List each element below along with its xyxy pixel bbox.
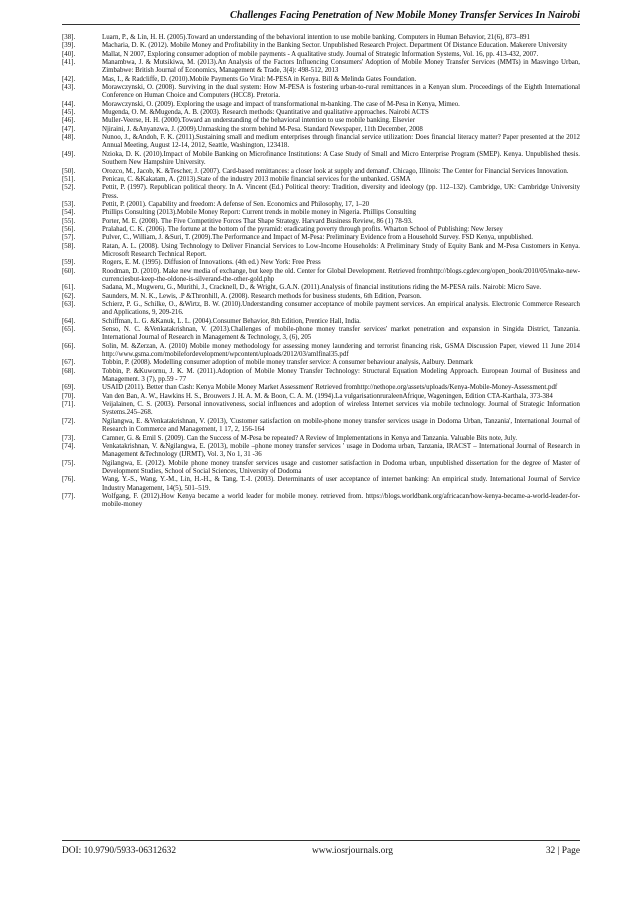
reference-item (62, 318, 580, 326)
reference-text: Solin, M. &Zerzan, A. (2010) Mobile money methodology for assessing money laundering and terrorist financing risk, GSMA Discussion Paper, viewed 11 June 2014 http://www.gsma.com/mobilefordevelopment/wpcontent/uploads/2012/03/amlfinal35.pdf (102, 342, 580, 359)
reference-number: [71]. (62, 401, 76, 409)
reference-text: Penicau, C. &Kakatam, A. (2013).State of the industry 2013 mobile financial services for the unbanked. GSMA (102, 175, 411, 183)
reference-number: [39]. (62, 42, 76, 50)
reference-number: [38]. (62, 34, 76, 41)
footer-divider (62, 840, 580, 841)
reference-item (62, 301, 580, 318)
reference-text: Porter, M. E. (2008). The Five Competitive Forces That Shape Strategy. Harvard Business Review, 86 (1) 78-93. (102, 217, 413, 225)
reference-number: [43]. (62, 84, 76, 92)
reference-number: [55]. (62, 217, 76, 225)
reference-item (62, 126, 580, 134)
reference-number: [54]. (62, 209, 76, 217)
reference-text: Mallat, N 2007, Exploring consumer adoption of mobile payments - A qualitative study. Journal of Strategic Information Systems, Vol. 16, pp. 413-432, 2007. (102, 50, 539, 58)
reference-number: [67]. (62, 359, 76, 367)
reference-text: Nunoo, J., &Andoh, F. K. (2011).Sustaining small and medium enterprises through financial service utilization: Does financial literacy matter? Paper presented at the 2012 Annual Meeting, August 12-14, 2012, Seattle, Washington, 123418. (102, 134, 580, 150)
reference-text: Veijalainen, C. S. (2003). Personal innovativeness, social influences and adoption of wireless Internet services via mobile technology. Journal of Strategic Information Systems.245–268. (102, 401, 580, 417)
reference-item (62, 109, 580, 117)
reference-item (62, 343, 580, 360)
reference-number: [68]. (62, 367, 76, 375)
reference-text: Phillips Consulting (2013).Mobile Money Report: Current trends in mobile money in Nigeria. Phillips Consulting (102, 209, 417, 217)
reference-number: [57]. (62, 234, 76, 242)
reference-number: [63]. (62, 301, 76, 308)
reference-number: [60]. (62, 267, 76, 275)
reference-item (62, 134, 580, 151)
reference-text: Njiraini, J. &Anyanzwa, J. (2009).Unmasking the storm behind M-Pesa. Standard Newspaper, 11th December, 2008 (102, 125, 423, 133)
reference-number: [61]. (62, 284, 76, 292)
reference-text: Pulver, C., William, J. &Suri, T. (2009).The Performance and Impact of M-Pesa: Preliminary Evidence from a Household Survey. FSD Kenya, unpublished. (102, 234, 533, 242)
reference-item (62, 418, 580, 435)
reference-text: Senso, N. C. &Venkatakrishnan, V. (2013).Challenges of mobile-phone money transfer services' market penetration and expansion in Singida District, Tanzania. International Journal of Research in Management & Technology, 3, (6), 205 (102, 326, 580, 342)
reference-list (62, 34, 580, 510)
reference-text: Manambwa, J. & Mutsikiwa, M. (2013).An Analysis of the Factors Influencing Consumers' Adoption of Mobile Money Transfer Services (MMTs) in Masvingo Urban, Zimbabwe: British Journal of Economics, Management & Trade, 3(4): 498-512, 2013 (102, 59, 580, 75)
reference-item (62, 243, 580, 260)
reference-text: Roodman, D. (2010). Make new media of exchange, but keep the old. Center for Global Development. Retrieved fromhttp://blogs.cgdev.org/open_book/2010/05/make-new-currenciesbut-keep-the-oldone-is-silverand-the-other-gold.php (102, 267, 580, 283)
reference-item (62, 401, 580, 418)
reference-item (62, 59, 580, 76)
reference-number: [76]. (62, 476, 76, 484)
reference-item (62, 76, 580, 84)
reference-item (62, 51, 580, 59)
reference-item (62, 218, 580, 226)
reference-number: [53]. (62, 200, 76, 208)
reference-text: Macharia, D. K. (2012). Mobile Money and Profitability in the Banking Sector. Unpublished Research Project. Department Of Distance Education. Makerere University (102, 42, 568, 50)
reference-item (62, 460, 580, 477)
reference-item (62, 368, 580, 385)
reference-item (62, 234, 580, 242)
reference-text: Orozco, M., Jacob, K. &Tescher, J. (2007). Card-based remittances: a closer look at supply and demand'. Chicago, Illinois: The Center for Financial Services Innovation. (102, 167, 569, 175)
running-title: Challenges Facing Penetration of New Mobile Money Transfer Services In Nairobi (230, 10, 580, 21)
reference-item (62, 84, 580, 101)
reference-item (62, 359, 580, 367)
reference-text: USAID (2011). Better than Cash: Kenya Mobile Money Market Assessment' Retrieved fromhttp://nethope.org/assets/uploads/Kenya-Mobile-Money-Assessment.pdf (102, 384, 558, 392)
reference-number: [65]. (62, 326, 76, 334)
reference-text: Tobbin, P. &Kuwornu, J. K. M. (2011).Adoption of Mobile Money Transfer Technology: Structural Equation Modeling Approach. European Journal of Business and Management. 3 (7), pp.59 - 77 (102, 367, 580, 384)
reference-item (62, 176, 580, 184)
reference-item (62, 259, 580, 267)
reference-number: [64]. (62, 317, 76, 325)
reference-text: Venkatakrishnan, V. &Ngilangwa, E. (2013), mobile –phone money transfer services ' usage in Dodoma urban, Tanzania, IRACST – International Journal of Research in Management &Technology (IJRMT), Vol. 3, No 1, 31 -36 (102, 442, 580, 459)
reference-text: Muller-Veerse, H. H. (2000).Toward an understanding of the behavioral intention to use mobile banking. Elsevier (102, 117, 416, 125)
reference-number: [47]. (62, 125, 76, 133)
reference-text: Luarn, P., & Lin, H. H. (2005).Toward an understanding of the behavioral intention to use mobile banking. Computers in Human Behavior, 21(6), 873–891 (102, 34, 530, 41)
reference-text: Tobbin, P. (2008). Modelling consumer adoption of mobile money transfer service: A consumer behaviour analysis, Aalbury. Denmark (102, 359, 473, 367)
reference-text: Saunders, M. N. K., Lewis, .P &Thronhill, A. (2008). Research methods for business students, 6th Edition, Pearson. (102, 292, 422, 300)
reference-item (62, 443, 580, 460)
footer-doi: DOI: 10.9790/5933-06312632 (62, 846, 177, 856)
reference-text: Morawczynski, O. (2008). Surviving in the dual system: How M-PESA is fostering urban-to-rural remittances in a Kenyan slum. Proceedings of the Eighth International Conference on Human Choice and Computers (HCC8). Pretoria. (102, 84, 580, 100)
reference-item (62, 268, 580, 285)
reference-text: Schierz, P. G., Schilke, O., &Wirtz, B. W. (2010).Understanding consumer acceptance of mobile payment services. An empirical analysis. Electronic Commerce Research and Applications, 9, 209-216. (102, 301, 580, 317)
reference-item (62, 101, 580, 109)
reference-text: Wolfgang, F. (2012).How Kenya became a world leader for mobile money. retrieved from. https://blogs.worldbank.org/africacan/how-kenya-became-a-world-leader-for-mobile-money (102, 492, 580, 509)
reference-item (62, 34, 580, 42)
footer-website[interactable]: www.iosrjournals.org (312, 846, 393, 856)
reference-number: [66]. (62, 342, 76, 350)
reference-item (62, 284, 580, 292)
reference-number: [62]. (62, 292, 76, 300)
reference-text: Nzioka, D. K. (2010).Impact of Mobile Banking on Microfinance Institutions: A Case Study of Small and Micro Enterprise Program (SMEP). Kenya. Unpublished thesis. Southern New Hampshire University. (102, 150, 580, 167)
reference-number: [58]. (62, 242, 76, 250)
reference-number: [70]. (62, 392, 76, 400)
reference-number: [74]. (62, 442, 76, 450)
reference-number: [42]. (62, 75, 76, 83)
reference-text: Rogers, E. M. (1995). Diffusion of Innovations. (4th ed.) New York: Free Press (102, 259, 321, 267)
reference-item (62, 493, 580, 510)
reference-number: [56]. (62, 225, 76, 233)
reference-text: Pettit, P. (1997). Republican political theory. In A. Vincent (Ed.) Political theory: Tradition, diversity and ideology (pp. 112–132). Cambridge, UK: Cambridge University Press. (102, 184, 580, 200)
reference-item (62, 184, 580, 201)
reference-item (62, 42, 580, 50)
reference-text: Wang, Y.-S., Wang, Y.-M., Lin, H.-H., & Tang, T.-I. (2003). Determinants of user acceptance of internet banking: An empirical study. International Journal of Service Industry Management, 14(5), 501–519. (102, 476, 580, 492)
reference-number: [75]. (62, 459, 76, 467)
reference-number: [46]. (62, 117, 76, 125)
reference-item (62, 393, 580, 401)
reference-number: [45]. (62, 109, 76, 117)
reference-number: [40]. (62, 50, 76, 58)
reference-number: [49]. (62, 150, 76, 158)
reference-text: Sadana, M., Mugweru, G., Murithi, J., Cracknell, D., & Wright, G.A.N. (2011).Analysis of financial institutions riding the M-PESA rails. Nairobi: Micro Save. (102, 284, 542, 292)
reference-text: Mas, I., & Radcliffe, D. (2010).Mobile Payments Go Viral: M-PESA in Kenya. Bill & Melinda Gates Foundation. (102, 75, 417, 83)
reference-number: [50]. (62, 167, 76, 175)
reference-number: [69]. (62, 384, 76, 392)
footer-page-number: 32 | Page (545, 846, 580, 856)
reference-number: [48]. (62, 134, 76, 142)
reference-text: Ngilangwa, E. (2012). Mobile phone money transfer services usage and customer satisfaction in Dodoma urban, unpublished dissertation for the degree of Master of Development Studies, School of Social Sciences, University of Dodoma (102, 459, 580, 475)
reference-text: Mugenda, O. M. &Mugenda, A. B. (2003). Research methods: Quantitative and qualitative approaches. Nairobi ACTS (102, 109, 429, 117)
reference-text: Schiffman, L. G. &Kanuk, L. L. (2004).Consumer Behavior, 8th Edition, Prentice Hall, India. (102, 317, 361, 325)
reference-number: [52]. (62, 184, 76, 192)
reference-item (62, 209, 580, 217)
reference-text: Morawczynski, O. (2009). Exploring the usage and impact of transformational m-banking. The case of M-Pesa in Kenya, Mimeo. (102, 100, 460, 108)
reference-text: Camner, G. & Emil S. (2009). Can the Success of M-Pesa be repeated? A Review of Implementations in Kenya and Tanzania. Valuable Bits note, July. (102, 434, 518, 442)
reference-number: [73]. (62, 434, 76, 442)
reference-number: [72]. (62, 417, 76, 425)
reference-item (62, 151, 580, 168)
reference-text: Pettit, P. (2001). Capability and freedom: A defense of Sen. Economics and Philosophy, 17, 1–20 (102, 200, 370, 208)
reference-text: Van den Ban, A. W., Hawkins H. S., Brouwers J. H. A. M. & Boon, C. A. M. (1994).La vulgarisationruraleenAfrique, Wageningen, Edition CTA-Karthala, 373-384 (102, 392, 553, 400)
reference-item (62, 476, 580, 493)
reference-number: [44]. (62, 100, 76, 108)
reference-text: Pralahad, C. K. (2006). The fortune at the bottom of the pyramid: eradicating poverty through profits. Wharton School of Publishing: New Jersey (102, 225, 503, 233)
reference-number: [51]. (62, 175, 76, 183)
reference-item (62, 435, 580, 443)
reference-item (62, 384, 580, 392)
reference-text: Ratan, A. L. (2008). Using Technology to Deliver Financial Services to Low-Income Households: A Preliminary Study of Equity Bank and M-Pesa Customers in Kenya. Microsoft Research Technical Report. (102, 242, 580, 258)
page-footer (62, 846, 580, 857)
reference-item (62, 326, 580, 343)
reference-item (62, 168, 580, 176)
reference-item (62, 293, 580, 301)
reference-item (62, 201, 580, 209)
reference-number: [77]. (62, 492, 76, 500)
reference-number: [59]. (62, 259, 76, 267)
reference-item (62, 117, 580, 125)
reference-number: [41]. (62, 59, 76, 67)
header-divider (62, 24, 580, 25)
reference-text: Ngilangwa, E. &Venkatakrishnan, V. (2013), 'Customer satisfaction on mobile-phone money transfer services usage in Dodoma Urban, Tanzania', International Journal of Research in Commerce and Management, 1 17, 2, 156-164 (102, 417, 580, 434)
reference-item (62, 226, 580, 234)
